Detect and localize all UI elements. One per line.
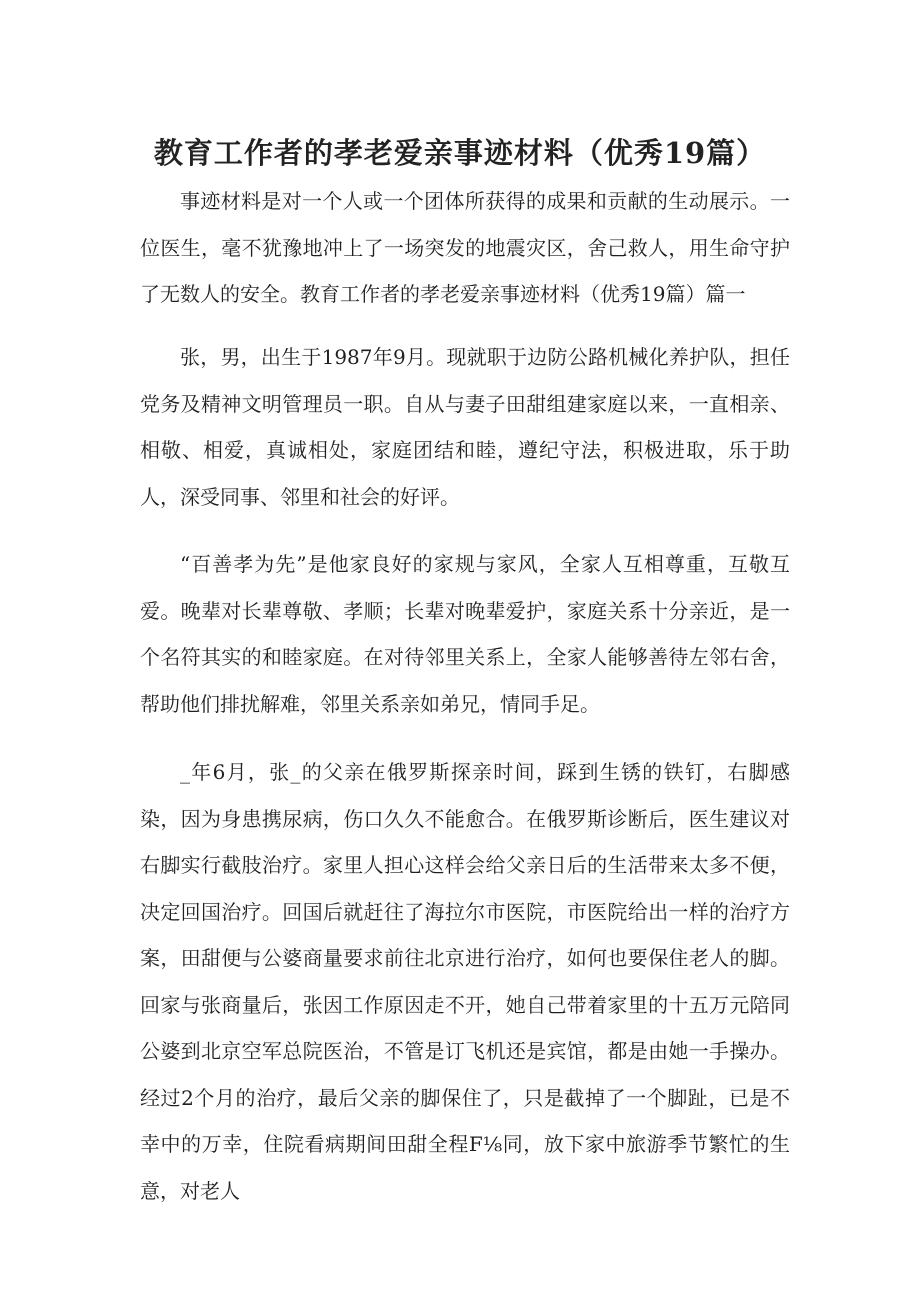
paragraph-intro: 事迹材料是对一个人或一个团体所获得的成果和贡献的生动展示。一位医生，毫不犹豫地冲上了一场突发的地震灾区，舍己救人，用生命守护了无数人的安全。教育工作者的孝老爱亲事迹材料（优秀19篇）篇一 xyxy=(140,189,790,306)
paragraph-treatment-story: _年6月，张_的父亲在俄罗斯探亲时间，踩到生锈的铁钉，右脚感染，因为身患携尿病，伤口久久不能愈合。在俄罗斯诊断后，医生建议对右脚实行截肢治疗。家里人担心这样会给父亲日后的生活带来太多不便，决定回国治疗。回国后就赶往了海拉尔市医院，市医院给出一样的治疗方案，田甜便与公婆商量要求前往北京进行治疗，如何也要保住老人的脚。回家与张商量后，张因工作原因走不开，她自己带着家里的十五万元陪同公婆到北京空军总院医治，不管是订飞机还是宾馆，都是由她一手操办。经过2个月的治疗，最后父亲的脚保住了，只是截掉了一个脚趾，已是不幸中的万幸，住院看病期间田甜全程F⅛同，放下家中旅游季节繁忙的生意，对老人 xyxy=(140,760,790,1203)
document-title: 教育工作者的孝老爱亲事迹材料（优秀19篇） xyxy=(153,136,767,171)
paragraph-profile: 张，男，出生于1987年9月。现就职于边防公路机械化养护队，担任党务及精神文明管理员一职。自从与妻子田甜组建家庭以来，一直相亲、相敬、相爱，真诚相处，家庭团结和睦，遵纪守法，积极进取，乐于助人，深受同事、邻里和社会的好评。 xyxy=(140,345,790,509)
paragraph-family-values: “百善孝为先”是他家良好的家规与家风，全家人互相尊重，互敬互爱。晚辈对长辈尊敬、孝顺；长辈对晚辈爱护，家庭关系十分亲近，是一个名符其实的和睦家庭。在对待邻里关系上，全家人能够善待左邻右舍，帮助他们排扰解难，邻里关系亲如弟兄，情同手足。 xyxy=(140,552,790,716)
